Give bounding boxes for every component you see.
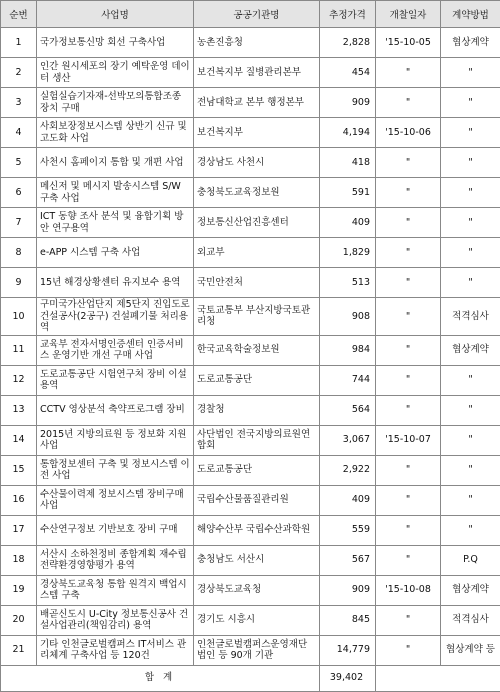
total-price: 39,402	[320, 665, 376, 691]
row-number: 14	[1, 425, 37, 455]
estimated-price: 3,067	[320, 425, 376, 455]
estimated-price: 1,829	[320, 238, 376, 268]
project-name: 2015년 지방의료원 등 정보화 지원사업	[37, 425, 194, 455]
project-name: 서산시 소하천정비 종합계획 재수립 전략환경영향평가 용역	[37, 545, 194, 575]
table-row	[1, 178, 500, 208]
estimated-price: 845	[320, 605, 376, 635]
row-number: 3	[1, 88, 37, 118]
project-name: 통합정보센터 구축 및 정보시스템 이전 사업	[37, 455, 194, 485]
project-name: 경상북도교육청 통합 원격지 백업시스템 구축	[37, 575, 194, 605]
header-price: 추정가격	[320, 1, 376, 28]
project-name: e-APP 시스템 구축 사업	[37, 238, 194, 268]
agency-name: 해양수산부 국립수산과학원	[194, 515, 320, 545]
header-no: 순번	[1, 1, 37, 28]
contract-method: "	[441, 148, 500, 178]
opening-date: "	[376, 208, 441, 238]
agency-name: 경상북도교육청	[194, 575, 320, 605]
table-row	[1, 485, 500, 515]
header-date: 개찰일자	[376, 1, 441, 28]
opening-date: "	[376, 58, 441, 88]
estimated-price: 909	[320, 575, 376, 605]
estimated-price: 559	[320, 515, 376, 545]
table-row	[1, 425, 500, 455]
project-name: 기타 인천글로벌캠퍼스 IT서비스 관리체계 구축사업 등 120건	[37, 635, 194, 665]
contract-method: "	[441, 455, 500, 485]
opening-date: '15-10-07	[376, 425, 441, 455]
project-name: 교육부 전자서명인증센터 인증서비스 운영기반 개선 구매 사업	[37, 335, 194, 365]
opening-date: "	[376, 365, 441, 395]
opening-date: "	[376, 635, 441, 665]
row-number: 13	[1, 395, 37, 425]
contract-method: "	[441, 178, 500, 208]
table-row	[1, 515, 500, 545]
header-row	[1, 1, 500, 28]
table-row	[1, 575, 500, 605]
total-label: 합 계	[1, 665, 320, 691]
estimated-price: 908	[320, 298, 376, 336]
agency-name: 국민안전처	[194, 268, 320, 298]
opening-date: '15-10-08	[376, 575, 441, 605]
row-number: 10	[1, 298, 37, 336]
table-row	[1, 28, 500, 58]
contract-method: "	[441, 58, 500, 88]
agency-name: 농촌진흥청	[194, 28, 320, 58]
agency-name: 사단법인 전국지방의료원연합회	[194, 425, 320, 455]
header-agency: 공공기관명	[194, 1, 320, 28]
project-name: 사천시 홈페이지 통합 및 개편 사업	[37, 148, 194, 178]
project-name: 도로교통공단 시험연구처 장비 이설용역	[37, 365, 194, 395]
project-name: ICT 동향 조사 분석 및 융합기획 방안 연구용역	[37, 208, 194, 238]
table-row	[1, 365, 500, 395]
agency-name: 국립수산물품질관리원	[194, 485, 320, 515]
row-number: 8	[1, 238, 37, 268]
table-row	[1, 238, 500, 268]
project-name: 인간 원시세포의 장기 예탁운영 데이터 생산	[37, 58, 194, 88]
agency-name: 외교부	[194, 238, 320, 268]
opening-date: "	[376, 178, 441, 208]
opening-date: "	[376, 238, 441, 268]
opening-date: '15-10-05	[376, 28, 441, 58]
estimated-price: 409	[320, 208, 376, 238]
estimated-price: 909	[320, 88, 376, 118]
table-row	[1, 208, 500, 238]
row-number: 17	[1, 515, 37, 545]
contract-method: "	[441, 208, 500, 238]
header-project: 사업명	[37, 1, 194, 28]
opening-date: "	[376, 485, 441, 515]
table-row	[1, 635, 500, 665]
contract-method: "	[441, 485, 500, 515]
row-number: 16	[1, 485, 37, 515]
agency-name: 도로교통공단	[194, 365, 320, 395]
row-number: 4	[1, 118, 37, 148]
contract-method: "	[441, 88, 500, 118]
agency-name: 경찰청	[194, 395, 320, 425]
agency-name: 보건복지부	[194, 118, 320, 148]
agency-name: 충청북도교육정보원	[194, 178, 320, 208]
project-name: 구미국가산업단지 제5단지 진입도로 건설공사(2공구) 건설폐기물 처리용역	[37, 298, 194, 336]
table-row	[1, 335, 500, 365]
opening-date: "	[376, 395, 441, 425]
row-number: 19	[1, 575, 37, 605]
project-name: 메신저 및 메시지 발송시스템 S/W 구축 사업	[37, 178, 194, 208]
contract-method: "	[441, 425, 500, 455]
contract-method: 협상계약 등	[441, 635, 500, 665]
estimated-price: 4,194	[320, 118, 376, 148]
contract-method: P.Q	[441, 545, 500, 575]
project-name: 사회보장정보시스템 상반기 신규 및 고도화 사업	[37, 118, 194, 148]
total-row	[1, 665, 500, 691]
project-name: 국가정보통신망 회선 구축사업	[37, 28, 194, 58]
opening-date: "	[376, 545, 441, 575]
contract-method: 협상계약	[441, 335, 500, 365]
contract-method: 협상계약	[441, 575, 500, 605]
table-row	[1, 298, 500, 336]
row-number: 9	[1, 268, 37, 298]
agency-name: 도로교통공단	[194, 455, 320, 485]
contract-method: "	[441, 118, 500, 148]
table-row	[1, 148, 500, 178]
estimated-price: 14,779	[320, 635, 376, 665]
contract-method: 적격심사	[441, 605, 500, 635]
estimated-price: 409	[320, 485, 376, 515]
table-row	[1, 395, 500, 425]
opening-date: "	[376, 148, 441, 178]
table-row	[1, 545, 500, 575]
project-name: 수산물이력제 정보시스템 장비구매 사업	[37, 485, 194, 515]
agency-name: 충청남도 서산시	[194, 545, 320, 575]
estimated-price: 2,922	[320, 455, 376, 485]
row-number: 12	[1, 365, 37, 395]
row-number: 5	[1, 148, 37, 178]
row-number: 15	[1, 455, 37, 485]
estimated-price: 591	[320, 178, 376, 208]
row-number: 21	[1, 635, 37, 665]
project-name: 수산연구정보 기반보호 장비 구매	[37, 515, 194, 545]
project-name: CCTV 영상분석 축약프로그램 장비	[37, 395, 194, 425]
table-row	[1, 118, 500, 148]
opening-date: '15-10-06	[376, 118, 441, 148]
row-number: 20	[1, 605, 37, 635]
agency-name: 국토교통부 부산지방국토관리청	[194, 298, 320, 336]
opening-date: "	[376, 88, 441, 118]
contract-method: 적격심사	[441, 298, 500, 336]
total-empty	[376, 665, 500, 691]
table-row	[1, 605, 500, 635]
row-number: 2	[1, 58, 37, 88]
agency-name: 전남대학교 본부 행정본부	[194, 88, 320, 118]
estimated-price: 744	[320, 365, 376, 395]
opening-date: "	[376, 605, 441, 635]
contract-method: "	[441, 395, 500, 425]
row-number: 11	[1, 335, 37, 365]
agency-name: 경상남도 사천시	[194, 148, 320, 178]
contract-method: "	[441, 515, 500, 545]
estimated-price: 513	[320, 268, 376, 298]
estimated-price: 984	[320, 335, 376, 365]
contract-method: "	[441, 365, 500, 395]
agency-name: 인천글로벌캠퍼스운영재단법인 등 90개 기관	[194, 635, 320, 665]
opening-date: "	[376, 298, 441, 336]
project-name: 실험실습기자재-선박모의통합조종장치 구매	[37, 88, 194, 118]
opening-date: "	[376, 268, 441, 298]
contract-method: 협상계약	[441, 28, 500, 58]
agency-name: 경기도 시흥시	[194, 605, 320, 635]
project-name: 배곧신도시 U-City 정보통신공사 건설사업관리(책임감리) 용역	[37, 605, 194, 635]
table-row	[1, 455, 500, 485]
table-row	[1, 58, 500, 88]
table-row	[1, 268, 500, 298]
row-number: 18	[1, 545, 37, 575]
row-number: 1	[1, 28, 37, 58]
agency-name: 정보통신산업진흥센터	[194, 208, 320, 238]
opening-date: "	[376, 335, 441, 365]
header-method: 계약방법	[441, 1, 500, 28]
project-name: 15년 해경상황센터 유지보수 용역	[37, 268, 194, 298]
row-number: 7	[1, 208, 37, 238]
agency-name: 보건복지부 질병관리본부	[194, 58, 320, 88]
estimated-price: 418	[320, 148, 376, 178]
opening-date: "	[376, 515, 441, 545]
agency-name: 한국교육학술정보원	[194, 335, 320, 365]
row-number: 6	[1, 178, 37, 208]
table-row	[1, 88, 500, 118]
contract-method: "	[441, 238, 500, 268]
estimated-price: 454	[320, 58, 376, 88]
opening-date: "	[376, 455, 441, 485]
estimated-price: 567	[320, 545, 376, 575]
table-body	[1, 28, 500, 692]
estimated-price: 564	[320, 395, 376, 425]
contract-method: "	[441, 268, 500, 298]
estimated-price: 2,828	[320, 28, 376, 58]
